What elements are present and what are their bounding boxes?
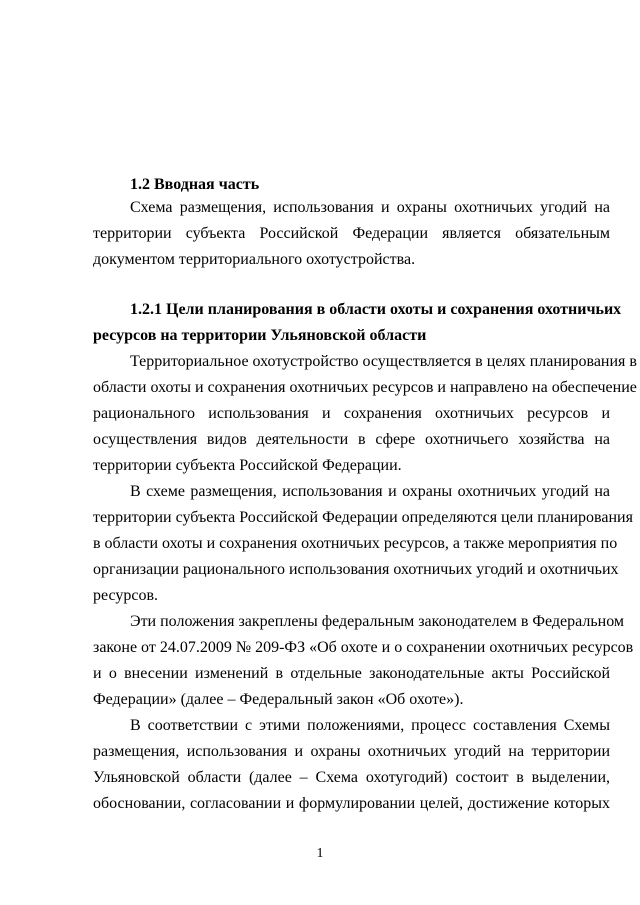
subsection-heading-line: ресурсов на территории Ульяновской области: [93, 327, 427, 344]
intro-line: территории субъекта Российской Федерации является обязательным: [93, 225, 610, 242]
subsection-heading-line: 1.2.1 Цели планирования в области охоты и сохранения охотничьих: [130, 301, 622, 318]
paragraph-line: Ульяновской области (далее – Схема охотугодий) состоит в выделении,: [93, 769, 610, 786]
paragraph-line: области охоты и сохранения охотничьих ресурсов и направлено на обеспечение: [93, 379, 637, 396]
paragraph-line: организации рационального использования охотничьих угодий и охотничьих: [93, 561, 619, 578]
paragraph-line: в области охоты и сохранения охотничьих ресурсов, а также мероприятия по: [93, 535, 618, 552]
paragraph-line: территории субъекта Российской Федерации.: [93, 457, 402, 474]
paragraph-line: законе от 24.07.2009 № 209-ФЗ «Об охоте и о сохранении охотничьих ресурсов: [93, 639, 634, 656]
intro-line: Схема размещения, использования и охраны охотничьих угодий на: [130, 199, 610, 216]
paragraph-line: территории субъекта Российской Федерации определяются цели планирования: [93, 509, 633, 526]
paragraph-line: В схеме размещения, использования и охраны охотничьих угодий на: [130, 483, 610, 500]
paragraph-line: осуществления видов деятельности в сфере охотничьего хозяйства на: [93, 431, 610, 448]
intro-line: документом территориального охотустройства.: [93, 251, 416, 268]
section-heading: 1.2 Вводная часть: [130, 176, 260, 193]
paragraph-line: Федерации» (далее – Федеральный закон «Об охоте»).: [93, 691, 464, 708]
page-number: 1: [316, 846, 324, 861]
paragraph-line: ресурсов.: [93, 587, 159, 604]
paragraph-line: рационального использования и сохранения охотничьих ресурсов и: [93, 405, 610, 422]
paragraph-line: В соответствии с этими положениями, процесс составления Схемы: [130, 717, 610, 734]
paragraph-line: обосновании, согласовании и формулировании целей, достижение которых: [93, 795, 610, 812]
paragraph-line: и о внесении изменений в отдельные законодательные акты Российской: [93, 665, 610, 682]
paragraph-line: Территориальное охотустройство осуществляется в целях планирования в: [130, 353, 637, 370]
paragraph-line: Эти положения закреплены федеральным законодателем в Федеральном: [130, 613, 625, 630]
paragraph-line: размещения, использования и охраны охотничьих угодий на территории: [93, 743, 610, 760]
